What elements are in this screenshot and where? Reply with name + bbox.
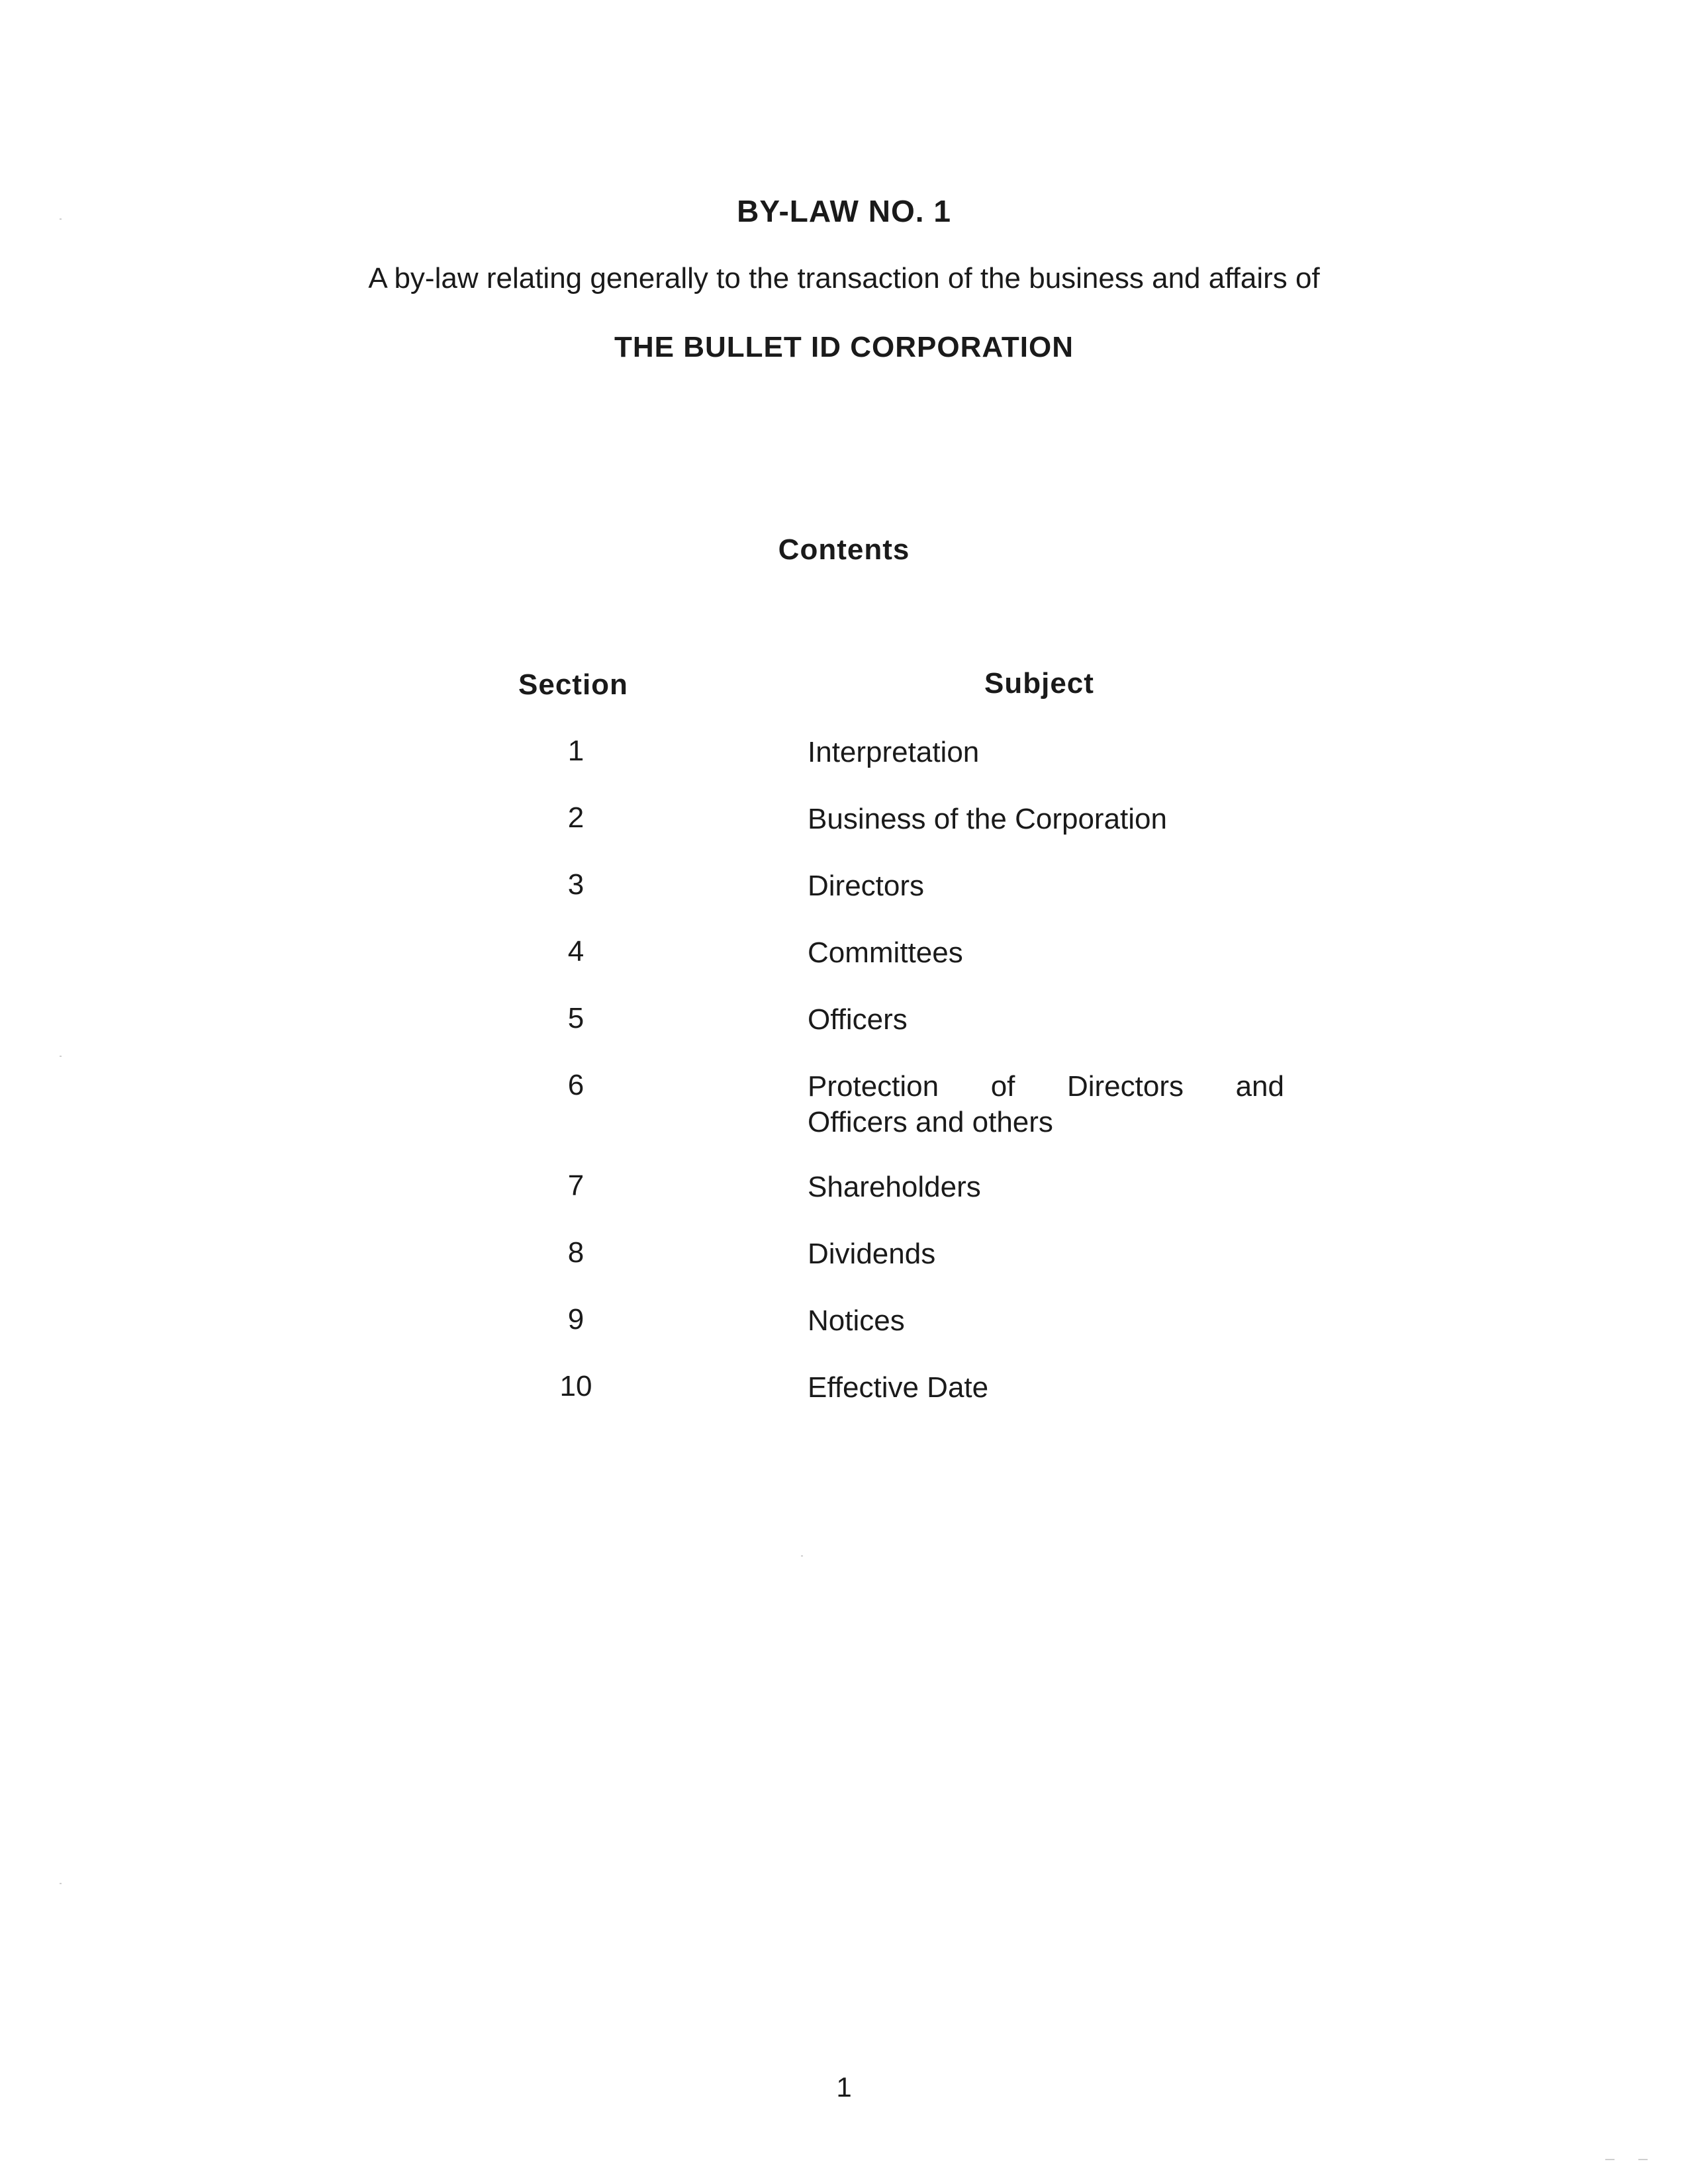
- toc-subject: Directors: [808, 870, 925, 902]
- scan-speck: [60, 1883, 62, 1884]
- corporation-name: THE BULLET ID CORPORATION: [614, 331, 1074, 363]
- scan-speck: [60, 218, 62, 220]
- toc-row: [0, 1169, 1688, 1209]
- toc-subject: Officers: [808, 1003, 908, 1036]
- scan-speck: [1605, 2159, 1615, 2160]
- toc-row: [0, 735, 1688, 774]
- scan-speck: [801, 1555, 803, 1557]
- subject-column-header: Subject: [984, 667, 1094, 700]
- toc-subject: Business of the Corporation: [808, 803, 1167, 835]
- toc-row: [0, 1002, 1688, 1042]
- toc-row: [0, 1236, 1688, 1276]
- toc-section-number: 5: [567, 1002, 585, 1034]
- toc-subject: Effective Date: [808, 1371, 989, 1404]
- toc-section-number: 8: [567, 1236, 585, 1269]
- toc-subject: Interpretation: [808, 736, 980, 768]
- document-title: BY-LAW NO. 1: [737, 194, 951, 228]
- document-subtitle: A by-law relating generally to the transaction of the business and affairs of: [368, 262, 1320, 295]
- toc-row: [0, 801, 1688, 841]
- toc-row: [0, 1303, 1688, 1343]
- toc-section-number: 10: [559, 1370, 592, 1402]
- toc-section-number: 7: [567, 1169, 585, 1202]
- toc-section-number: 6: [567, 1069, 585, 1101]
- toc-subject-line: [808, 1069, 1284, 1105]
- toc-subject-word: and: [1235, 1070, 1284, 1103]
- toc-section-number: 3: [567, 868, 585, 901]
- toc-subject-multiline: [808, 1069, 1291, 1140]
- section-column-header: Section: [518, 668, 628, 701]
- toc-subject: Notices: [808, 1304, 905, 1337]
- toc-subject-word: Protection: [808, 1070, 939, 1103]
- scan-speck: [1638, 2159, 1648, 2160]
- contents-heading: Contents: [778, 533, 910, 566]
- toc-row: [0, 1069, 1688, 1148]
- toc-subject-word: of: [990, 1070, 1015, 1103]
- toc-section-number: 1: [567, 735, 585, 767]
- toc-section-number: 9: [567, 1303, 585, 1336]
- page-number: 1: [836, 2071, 852, 2103]
- toc-section-number: 2: [567, 801, 585, 834]
- toc-subject: Shareholders: [808, 1171, 981, 1203]
- toc-subject: Dividends: [808, 1238, 936, 1270]
- toc-row: [0, 1370, 1688, 1410]
- scan-speck: [60, 1056, 62, 1057]
- toc-section-number: 4: [567, 935, 585, 968]
- toc-row: [0, 935, 1688, 975]
- toc-row: [0, 868, 1688, 908]
- toc-subject-line: Officers and others: [808, 1106, 1053, 1138]
- toc-subject-word: Directors: [1066, 1070, 1184, 1103]
- toc-subject: Committees: [808, 936, 963, 969]
